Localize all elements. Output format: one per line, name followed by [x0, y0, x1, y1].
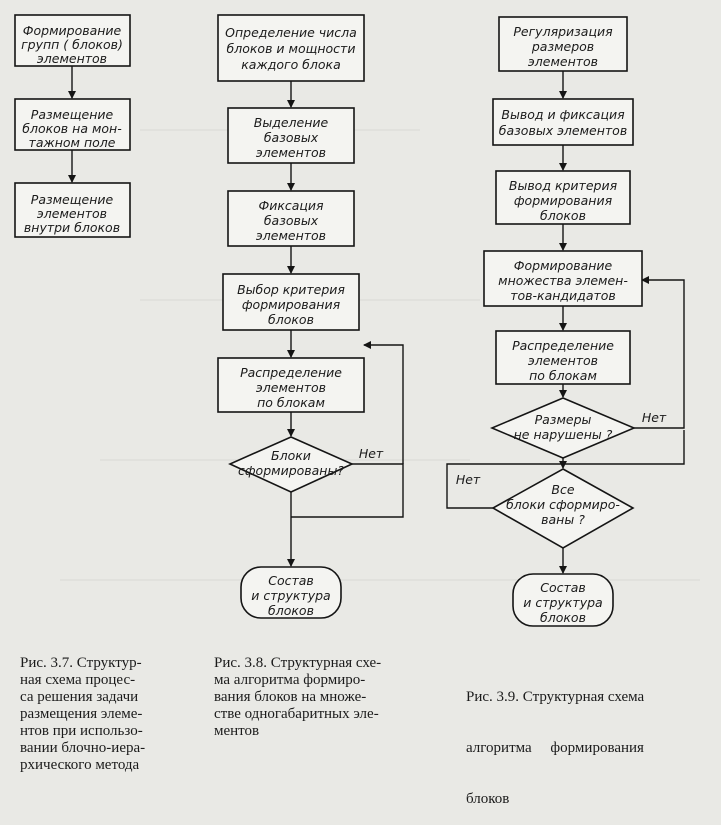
- caption-line: вании блочно-иера-: [20, 740, 146, 756]
- decision-label-line: блоки сформиро-: [506, 497, 620, 512]
- caption-line: размещения элеме-: [20, 706, 143, 722]
- decision-label-line: Блоки: [271, 448, 311, 463]
- flow-node: [223, 274, 359, 330]
- node-label-line: Регуляризация: [513, 24, 613, 39]
- node-label-line: по блокам: [257, 395, 325, 410]
- node-label-line: Формирование: [22, 23, 122, 38]
- node-label-line: Выделение: [253, 115, 329, 130]
- flow-node: [218, 15, 364, 81]
- flow-node: [496, 171, 630, 224]
- flow-node: [499, 17, 627, 71]
- caption-line: Рис. 3.7. Структур-: [20, 655, 142, 671]
- flow-node: [496, 331, 630, 384]
- node-label-line: тов-кандидатов: [510, 288, 616, 303]
- figure-3-7: [15, 15, 130, 237]
- decision-label-line: ваны ?: [541, 512, 585, 527]
- node-label-line: блоков: [268, 312, 314, 327]
- decision-node: [492, 398, 634, 458]
- node-label-line: Состав: [540, 580, 586, 595]
- decision-node: [230, 437, 352, 492]
- node-label-line: элементов: [36, 206, 108, 221]
- node-label-line: Формирование: [513, 258, 613, 273]
- node-label-line: размеров: [531, 39, 595, 54]
- figure-3-9: [447, 17, 684, 626]
- node-label-line: Фиксация: [258, 198, 324, 213]
- node-label-line: тажном поле: [28, 135, 116, 150]
- node-label-line: элементов: [527, 353, 599, 368]
- decision-label-line: Размеры: [534, 412, 592, 427]
- node-label-line: Вывод и фиксация: [501, 107, 625, 122]
- no-branch-label: Нет: [358, 446, 384, 461]
- caption-line: ная схема процес-: [20, 672, 136, 688]
- node-label-line: блоков и мощности: [226, 41, 356, 56]
- decision-label-line: сформированы?: [238, 463, 344, 478]
- figure-3-9-caption: [466, 655, 644, 825]
- node-label-line: Распределение: [512, 338, 614, 353]
- result-node: [513, 574, 613, 626]
- node-label-line: элементов: [527, 54, 599, 69]
- node-label-line: множества элемен-: [498, 273, 628, 288]
- node-label-line: элементов: [255, 228, 327, 243]
- node-label-line: и структура: [251, 588, 331, 603]
- node-label-line: формирования: [241, 297, 341, 312]
- node-label-line: Вывод критерия: [508, 178, 618, 193]
- caption-line: са решения задачи: [20, 689, 139, 705]
- flow-node: [228, 108, 354, 163]
- node-label-line: базовых: [263, 130, 319, 145]
- node-label-line: блоков: [540, 208, 586, 223]
- node-label-line: и структура: [523, 595, 603, 610]
- result-node: [241, 567, 341, 618]
- caption-line: алгоритма формирования: [466, 740, 644, 756]
- node-label-line: блоков: [268, 603, 314, 618]
- flow-node: [493, 99, 633, 145]
- node-label-line: элементов: [255, 145, 327, 160]
- decision-node: [493, 469, 633, 548]
- caption-line: нтов при использо-: [20, 723, 143, 739]
- node-label-line: каждого блока: [241, 57, 341, 72]
- flow-node: [218, 358, 364, 412]
- node-label-line: по блокам: [529, 368, 597, 383]
- caption-line: Рис. 3.8. Структурная схе-: [214, 655, 382, 671]
- caption-line: рхического метода: [20, 757, 140, 773]
- node-label-line: элементов: [255, 380, 327, 395]
- flow-node: [484, 251, 642, 306]
- decision-label-line: Все: [551, 482, 575, 497]
- caption-line: стве одногабаритных эле-: [214, 706, 379, 722]
- node-label-line: Распределение: [240, 365, 342, 380]
- no-branch-label: Нет: [455, 472, 481, 487]
- figure-3-7-caption: [20, 655, 145, 774]
- node-label-line: блоков: [540, 610, 586, 625]
- no-branch-label: Нет: [641, 410, 667, 425]
- node-label-line: базовых: [263, 213, 319, 228]
- caption-line: вания блоков на множе-: [214, 689, 367, 705]
- figure-3-8: [218, 15, 403, 618]
- flow-node: [15, 15, 130, 66]
- node-label-line: Выбор критерия: [237, 282, 345, 297]
- node-label-line: Размещение: [30, 192, 114, 207]
- flow-node: [228, 191, 354, 246]
- node-label-line: Состав: [268, 573, 314, 588]
- flow-node: [15, 99, 130, 150]
- figure-3-8-caption: [214, 655, 381, 740]
- node-label-line: Определение числа: [225, 25, 357, 40]
- node-label-line: внутри блоков: [23, 220, 121, 235]
- caption-line: ма алгоритма формиро-: [214, 672, 366, 688]
- node-label-line: Размещение: [30, 107, 114, 122]
- caption-line: блоков: [466, 791, 510, 807]
- node-label-line: групп ( блоков): [21, 37, 123, 52]
- caption-line: ментов: [214, 723, 260, 739]
- node-label-line: элементов: [36, 51, 108, 66]
- node-label-line: блоков на мон-: [22, 121, 122, 136]
- node-label-line: формирования: [513, 193, 613, 208]
- flow-node: [15, 183, 130, 237]
- node-label-line: базовых элементов: [498, 123, 628, 138]
- decision-label-line: не нарушены ?: [513, 427, 613, 442]
- caption-line: Рис. 3.9. Структурная схема: [466, 689, 645, 705]
